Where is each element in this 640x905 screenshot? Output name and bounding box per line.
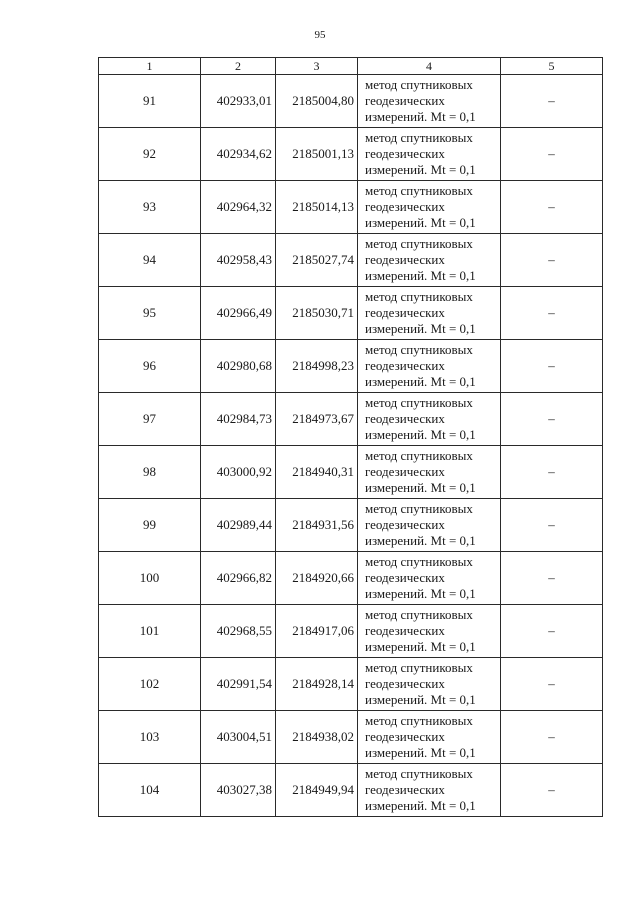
method-text-line: измерений. Mt = 0,1: [365, 692, 476, 707]
method-text-line: измерений. Mt = 0,1: [365, 533, 476, 548]
method-cell: [358, 711, 501, 764]
point-number-cell: 98: [99, 446, 201, 499]
method-text-line: метод спутниковых: [365, 289, 473, 304]
y-coordinate-cell: 2185027,74: [276, 234, 358, 287]
method-text-line: метод спутниковых: [365, 660, 473, 675]
method-text-line: измерений. Mt = 0,1: [365, 268, 476, 283]
point-number-cell: 93: [99, 181, 201, 234]
method-text-line: геодезических: [365, 623, 445, 638]
y-coordinate-cell: 2185014,13: [276, 181, 358, 234]
table-row: [99, 393, 603, 446]
method-cell: [358, 499, 501, 552]
y-coordinate-cell: 2184920,66: [276, 552, 358, 605]
x-coordinate-cell: 402966,82: [201, 552, 276, 605]
point-number-cell: 94: [99, 234, 201, 287]
x-coordinate-cell: 402933,01: [201, 75, 276, 128]
method-text-line: геодезических: [365, 358, 445, 373]
x-coordinate-cell: 403004,51: [201, 711, 276, 764]
method-text-line: метод спутниковых: [365, 607, 473, 622]
point-number-cell: 104: [99, 764, 201, 817]
x-coordinate-cell: 402964,32: [201, 181, 276, 234]
method-text-line: измерений. Mt = 0,1: [365, 798, 476, 813]
table-row: [99, 552, 603, 605]
y-coordinate-cell: 2184931,56: [276, 499, 358, 552]
column-header: 2: [201, 58, 276, 75]
x-coordinate-cell: 402991,54: [201, 658, 276, 711]
y-coordinate-cell: 2184940,31: [276, 446, 358, 499]
column-header: 3: [276, 58, 358, 75]
method-text-line: геодезических: [365, 199, 445, 214]
point-number-cell: 99: [99, 499, 201, 552]
method-text-line: геодезических: [365, 729, 445, 744]
x-coordinate-cell: 402989,44: [201, 499, 276, 552]
method-text-line: геодезических: [365, 782, 445, 797]
method-cell: [358, 75, 501, 128]
method-text-line: измерений. Mt = 0,1: [365, 162, 476, 177]
method-cell: [358, 605, 501, 658]
method-cell: [358, 552, 501, 605]
method-text-line: геодезических: [365, 252, 445, 267]
note-cell: –: [501, 446, 603, 499]
note-cell: –: [501, 658, 603, 711]
table-row: [99, 234, 603, 287]
method-text-line: измерений. Mt = 0,1: [365, 586, 476, 601]
point-number-cell: 100: [99, 552, 201, 605]
method-text-line: метод спутниковых: [365, 183, 473, 198]
method-cell: [358, 446, 501, 499]
x-coordinate-cell: 402958,43: [201, 234, 276, 287]
method-text-line: метод спутниковых: [365, 395, 473, 410]
note-cell: –: [501, 711, 603, 764]
method-text-line: метод спутниковых: [365, 77, 473, 92]
method-cell: [358, 340, 501, 393]
table-row: [99, 181, 603, 234]
method-text-line: измерений. Mt = 0,1: [365, 109, 476, 124]
point-number-cell: 103: [99, 711, 201, 764]
note-cell: –: [501, 128, 603, 181]
method-text-line: геодезических: [365, 464, 445, 479]
method-text-line: геодезических: [365, 146, 445, 161]
method-cell: [358, 764, 501, 817]
x-coordinate-cell: 402968,55: [201, 605, 276, 658]
note-cell: –: [501, 393, 603, 446]
table-row: [99, 605, 603, 658]
method-text-line: геодезических: [365, 570, 445, 585]
point-number-cell: 92: [99, 128, 201, 181]
y-coordinate-cell: 2184917,06: [276, 605, 358, 658]
y-coordinate-cell: 2184949,94: [276, 764, 358, 817]
method-text-line: метод спутниковых: [365, 766, 473, 781]
method-text-line: измерений. Mt = 0,1: [365, 374, 476, 389]
x-coordinate-cell: 403000,92: [201, 446, 276, 499]
x-coordinate-cell: 403027,38: [201, 764, 276, 817]
method-text-line: геодезических: [365, 676, 445, 691]
point-number-cell: 96: [99, 340, 201, 393]
method-cell: [358, 287, 501, 340]
column-header: 5: [501, 58, 603, 75]
x-coordinate-cell: 402966,49: [201, 287, 276, 340]
table-row: [99, 287, 603, 340]
method-cell: [358, 128, 501, 181]
method-text-line: геодезических: [365, 411, 445, 426]
column-header: 4: [358, 58, 501, 75]
y-coordinate-cell: 2185001,13: [276, 128, 358, 181]
table-row: [99, 75, 603, 128]
method-text-line: геодезических: [365, 93, 445, 108]
table-row: [99, 128, 603, 181]
y-coordinate-cell: 2185004,80: [276, 75, 358, 128]
coordinates-table: [98, 57, 603, 817]
note-cell: –: [501, 764, 603, 817]
table-row: [99, 764, 603, 817]
method-text-line: геодезических: [365, 517, 445, 532]
method-text-line: метод спутниковых: [365, 448, 473, 463]
note-cell: –: [501, 287, 603, 340]
x-coordinate-cell: 402984,73: [201, 393, 276, 446]
table-row: [99, 340, 603, 393]
method-cell: [358, 658, 501, 711]
note-cell: –: [501, 75, 603, 128]
x-coordinate-cell: 402934,62: [201, 128, 276, 181]
method-text-line: метод спутниковых: [365, 236, 473, 251]
method-text-line: измерений. Mt = 0,1: [365, 427, 476, 442]
method-cell: [358, 181, 501, 234]
y-coordinate-cell: 2184998,23: [276, 340, 358, 393]
note-cell: –: [501, 499, 603, 552]
column-header: 1: [99, 58, 201, 75]
note-cell: –: [501, 605, 603, 658]
method-text-line: измерений. Mt = 0,1: [365, 639, 476, 654]
point-number-cell: 101: [99, 605, 201, 658]
method-text-line: метод спутниковых: [365, 713, 473, 728]
method-text-line: метод спутниковых: [365, 130, 473, 145]
method-cell: [358, 234, 501, 287]
note-cell: –: [501, 340, 603, 393]
method-text-line: измерений. Mt = 0,1: [365, 215, 476, 230]
table-row: [99, 711, 603, 764]
table-row: [99, 499, 603, 552]
y-coordinate-cell: 2184928,14: [276, 658, 358, 711]
table-row: [99, 446, 603, 499]
method-text-line: метод спутниковых: [365, 342, 473, 357]
y-coordinate-cell: 2184973,67: [276, 393, 358, 446]
method-text-line: измерений. Mt = 0,1: [365, 745, 476, 760]
x-coordinate-cell: 402980,68: [201, 340, 276, 393]
point-number-cell: 102: [99, 658, 201, 711]
point-number-cell: 97: [99, 393, 201, 446]
page-number: 95: [314, 29, 326, 41]
method-text-line: измерений. Mt = 0,1: [365, 480, 476, 495]
method-text-line: геодезических: [365, 305, 445, 320]
note-cell: –: [501, 234, 603, 287]
point-number-cell: 91: [99, 75, 201, 128]
method-text-line: измерений. Mt = 0,1: [365, 321, 476, 336]
note-cell: –: [501, 552, 603, 605]
method-cell: [358, 393, 501, 446]
table-row: [99, 658, 603, 711]
method-text-line: метод спутниковых: [365, 554, 473, 569]
y-coordinate-cell: 2185030,71: [276, 287, 358, 340]
method-text-line: метод спутниковых: [365, 501, 473, 516]
note-cell: –: [501, 181, 603, 234]
y-coordinate-cell: 2184938,02: [276, 711, 358, 764]
point-number-cell: 95: [99, 287, 201, 340]
table-header-row: [99, 58, 603, 75]
